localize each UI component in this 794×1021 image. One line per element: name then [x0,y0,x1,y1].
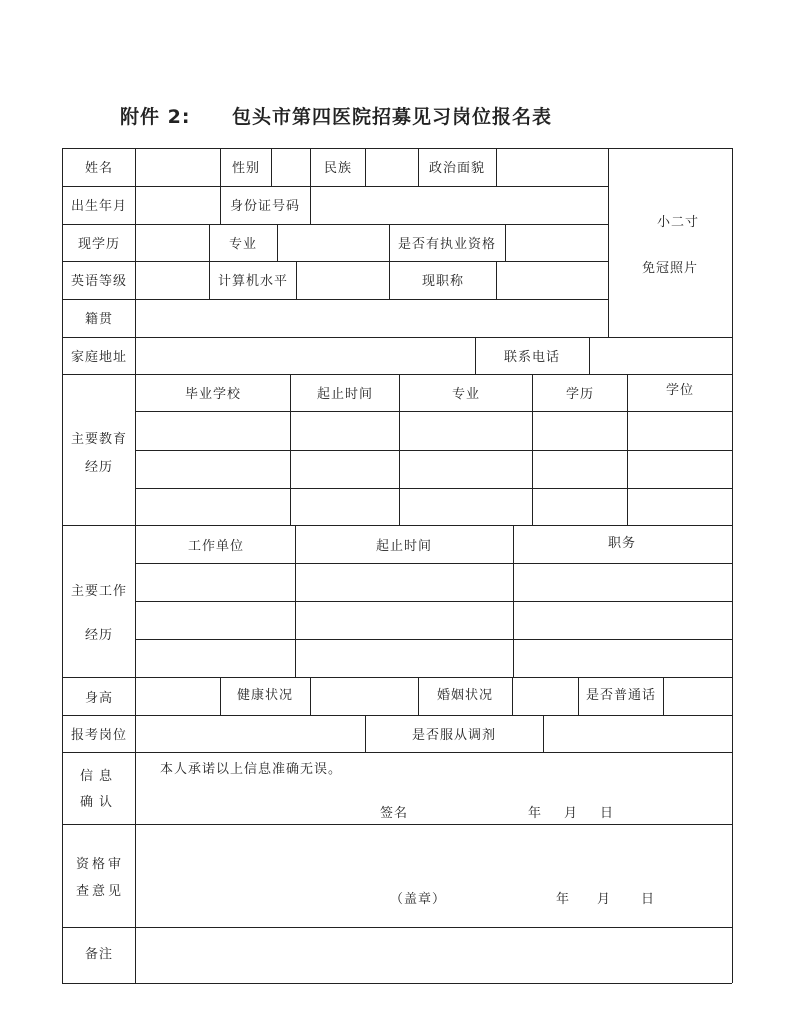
political-status-input[interactable] [497,149,607,185]
birth-date-label: 出生年月 [70,199,128,214]
work-row-2[interactable] [136,602,731,638]
edu-row-2[interactable] [136,451,731,487]
home-address-input[interactable] [136,338,474,373]
job-title-label: 现职称 [421,274,465,289]
ethnicity-label: 民族 [323,161,353,176]
major-label: 专业 [228,237,258,252]
edu-header-degree-level: 学历 [565,387,595,402]
notes-label: 备注 [84,947,114,962]
name-label: 姓名 [84,161,114,176]
review-month: 月 [597,892,612,907]
work-header-role: 职务 [607,536,637,551]
home-address-label: 家庭地址 [70,350,128,365]
edu-row-1[interactable] [136,412,731,449]
review-field[interactable] [136,825,731,926]
id-number-input[interactable] [311,187,607,223]
height-label: 身高 [84,691,114,706]
confirm-month: 月 [564,806,579,821]
edu-header-period: 起止时间 [316,387,374,402]
english-level-label: 英语等级 [70,274,128,289]
signature-label: 签名 [380,806,409,821]
edu-header-major: 专业 [451,387,481,402]
english-level-input[interactable] [136,262,208,298]
notes-field[interactable] [136,928,731,982]
work-header-period: 起止时间 [375,539,433,554]
mandarin-input[interactable] [664,678,731,714]
job-title-input[interactable] [497,262,607,298]
photo-size-label: 小二寸 [656,215,700,230]
review-label: 资格审查意见 [75,857,124,899]
education-history-label: 主要教育经历 [70,432,127,475]
native-place-label: 籍贯 [84,312,114,327]
name-input[interactable] [136,149,219,185]
signature-field[interactable] [420,800,520,822]
confirm-year: 年 [528,806,543,821]
edu-header-school: 毕业学校 [184,387,242,402]
review-year: 年 [556,892,571,907]
work-row-1[interactable] [136,564,731,600]
photo-note-label: 免冠照片 [641,261,699,276]
edu-row-3[interactable] [136,489,731,524]
edu-header-degree: 学位 [665,383,695,398]
form-heading: 包头市第四医院招募见习岗位报名表 [232,106,553,128]
seal-label: （盖章） [390,892,447,907]
birth-date-input[interactable] [136,187,219,223]
confirm-label: 信息确认 [79,769,118,810]
health-label: 健康状况 [236,688,294,703]
confirm-statement: 本人承诺以上信息准确无误。 [160,762,343,777]
phone-input[interactable] [590,338,731,373]
political-status-label: 政治面貌 [428,161,486,176]
position-label: 报考岗位 [70,728,128,743]
marital-input[interactable] [513,678,577,714]
native-place-input[interactable] [136,300,607,336]
ethnicity-input[interactable] [366,149,417,185]
id-number-label: 身份证号码 [229,199,301,214]
confirm-day: 日 [600,806,615,821]
position-input[interactable] [136,716,364,751]
adjust-input[interactable] [544,716,731,751]
license-input[interactable] [506,225,607,260]
computer-level-label: 计算机水平 [217,274,289,289]
education-label: 现学历 [77,237,121,252]
health-input[interactable] [311,678,417,714]
adjust-label: 是否服从调剂 [411,728,497,743]
height-input[interactable] [136,678,219,714]
computer-level-input[interactable] [297,262,388,298]
work-history-label: 主要工作经历 [70,584,127,643]
license-label: 是否有执业资格 [397,237,497,252]
mandarin-label: 是否普通话 [585,688,657,703]
gender-label: 性别 [231,161,261,176]
work-header-employer: 工作单位 [187,539,245,554]
major-input[interactable] [278,225,388,260]
photo-box[interactable] [609,149,731,336]
work-row-3[interactable] [136,640,731,676]
attachment-label: 附件 2: [120,106,191,128]
marital-label: 婚姻状况 [436,688,494,703]
gender-input[interactable] [272,149,309,185]
review-day: 日 [641,892,656,907]
phone-label: 联系电话 [503,350,561,365]
education-input[interactable] [136,225,208,260]
